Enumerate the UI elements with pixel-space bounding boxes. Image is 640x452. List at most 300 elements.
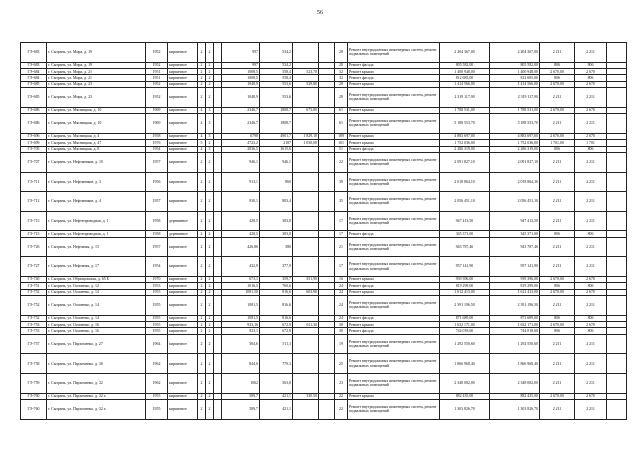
- work-type-cell: Ремонт внутридомовых инженерных систем, ремонт подвальных помещений: [348, 354, 440, 374]
- object-id-cell: ГЭ-715: [21, 211, 47, 231]
- total-cost-cell: 1 788 531,00: [490, 107, 540, 113]
- object-id-cell: ГЭ-752: [21, 289, 47, 295]
- max-unit-cost-cell: 806: [575, 315, 607, 321]
- living-area-cell: 4901,7: [260, 133, 293, 139]
- total-cost-cell: 871 689,00: [490, 315, 540, 321]
- empty-cell: [607, 192, 627, 212]
- object-id-cell: ГЭ-684: [21, 75, 47, 81]
- entrances-cell: 2: [206, 315, 214, 321]
- residents-cell: 28: [335, 62, 348, 68]
- entrances-cell: 5: [206, 133, 214, 139]
- table-row: [21, 257, 627, 277]
- living-area-cell: 2187: [260, 140, 293, 146]
- cost-cell: 871 689,00: [440, 315, 490, 321]
- cost-cell: 2 286 319,00: [440, 146, 490, 152]
- living-area-cell: 383,8: [260, 231, 293, 237]
- entrances-cell: 2: [206, 231, 214, 237]
- work-type-cell: Ремонт крыши: [348, 68, 440, 74]
- year-cell: 1958: [146, 211, 168, 231]
- unit-cost-cell: 2 211: [540, 373, 575, 393]
- wall-material-cell: кирпичное: [168, 107, 198, 113]
- empty-cell: [214, 43, 222, 63]
- floors-cell: 2: [198, 231, 206, 237]
- wall-material-cell: кирпичное: [168, 296, 198, 316]
- cost-cell: 2 056 451,10: [440, 192, 490, 212]
- unit-cost-cell: 2 211: [540, 237, 575, 257]
- floors-cell: 2: [198, 354, 206, 374]
- residents-cell: 16: [335, 276, 348, 282]
- living-area-cell: 816,6: [260, 315, 293, 321]
- floors-cell: 2: [198, 283, 206, 289]
- total-cost-cell: 1 292 550,60: [490, 334, 540, 354]
- work-type-cell: Ремонт внутридомовых инженерных систем, ремонт подвальных помещений: [348, 172, 440, 192]
- roof-area-cell: 523,70: [293, 68, 319, 74]
- object-id-cell: ГЭ-758: [21, 354, 47, 374]
- cost-cell: 2 348 082,00: [440, 373, 490, 393]
- object-id-cell: ГЭ-705: [21, 146, 47, 152]
- roof-area-cell: 1 829,10: [293, 133, 319, 139]
- wall-material-cell: кирпичное: [168, 399, 198, 419]
- entrances-cell: 2: [206, 172, 214, 192]
- address-cell: г. Сызрань, ул. Нефтепроводная, д. 1: [47, 211, 146, 231]
- total-cost-cell: 947 413,50: [490, 211, 540, 231]
- max-unit-cost-cell: 2 211: [575, 114, 607, 134]
- entrances-cell: 3: [206, 146, 214, 152]
- roof-area-cell: [293, 114, 319, 134]
- total-area-cell: 1008,5: [222, 75, 260, 81]
- address-cell: г. Сызрань, ул. Пархоменко, д. 30: [47, 354, 146, 374]
- floors-cell: 2: [198, 328, 206, 334]
- object-id-cell: ГЭ-699: [21, 140, 47, 146]
- floors-cell: 2: [198, 211, 206, 231]
- object-id-cell: ГЭ-707: [21, 152, 47, 172]
- total-area-cell: 428,5: [222, 211, 260, 231]
- total-cost-cell: 812 685,00: [490, 75, 540, 81]
- wall-material-cell: кирпичное: [168, 114, 198, 134]
- roof-area-cell: [293, 257, 319, 277]
- living-area-cell: 672,9: [260, 328, 293, 334]
- work-type-cell: Ремонт крыши: [348, 289, 440, 295]
- floors-cell: 2: [198, 289, 206, 295]
- max-unit-cost-cell: 2 211: [575, 43, 607, 63]
- entrances-cell: 2: [206, 322, 214, 328]
- total-area-cell: 2346,7: [222, 107, 260, 113]
- cost-cell: 2 018 864,10: [440, 172, 490, 192]
- max-unit-cost-cell: 2 211: [575, 88, 607, 108]
- total-cost-cell: 345 371,00: [490, 231, 540, 237]
- total-cost-cell: 5 188 553,70: [490, 114, 540, 134]
- object-id-cell: ГЭ-751: [21, 283, 47, 289]
- table-row: [21, 211, 627, 231]
- year-cell: 1958: [146, 231, 168, 237]
- max-unit-cost-cell: 2 211: [575, 172, 607, 192]
- total-area-cell: 1062: [222, 373, 260, 393]
- wall-material-cell: кирпичное: [168, 334, 198, 354]
- wall-material-cell: кирпичное: [168, 152, 198, 172]
- unit-cost-cell: 2 670,00: [540, 322, 575, 328]
- empty-cell: [319, 296, 335, 316]
- floors-cell: 2: [198, 399, 206, 419]
- address-cell: г. Сызрань, ул. Нефтяная, д. 15: [47, 237, 146, 257]
- floors-cell: 2: [198, 393, 206, 399]
- wall-material-cell: кирпичное: [168, 237, 198, 257]
- total-cost-cell: 939 396,00: [490, 276, 540, 282]
- max-unit-cost-cell: 2 670: [575, 289, 607, 295]
- residents-cell: 17: [335, 231, 348, 237]
- max-unit-cost-cell: 806: [575, 62, 607, 68]
- max-unit-cost-cell: 2 670: [575, 322, 607, 328]
- living-area-cell: 672,9: [260, 322, 293, 328]
- residents-cell: 32: [335, 75, 348, 81]
- total-area-cell: 2836,5: [222, 146, 260, 152]
- address-cell: г. Сызрань, ул. Осипенко, д. 16: [47, 322, 146, 328]
- roof-area-cell: [293, 237, 319, 257]
- residents-cell: 17: [335, 257, 348, 277]
- living-area-cell: 946,1: [260, 152, 293, 172]
- object-id-cell: ГЭ-685: [21, 81, 47, 87]
- max-unit-cost-cell: 2 211: [575, 354, 607, 374]
- cost-cell: 1 292 550,60: [440, 334, 490, 354]
- living-area-cell: 383,8: [260, 211, 293, 231]
- empty-cell: [607, 354, 627, 374]
- year-cell: 1969: [146, 114, 168, 134]
- cost-cell: 1 866 968,40: [440, 354, 490, 374]
- entrances-cell: 3: [206, 114, 214, 134]
- cost-cell: 947 413,50: [440, 211, 490, 231]
- residents-cell: 22: [335, 393, 348, 399]
- wall-material-cell: кирпичное: [168, 257, 198, 277]
- address-cell: г. Сызрань, ул. Мира, д. 23: [47, 81, 146, 87]
- unit-cost-cell: 2 670,00: [540, 81, 575, 87]
- object-id-cell: ГЭ-715: [21, 231, 47, 237]
- residents-cell: 101: [335, 140, 348, 146]
- max-unit-cost-cell: 2 211: [575, 211, 607, 231]
- entrances-cell: 2: [206, 399, 214, 419]
- work-type-cell: Ремонт внутридомовых инженерных систем, ремонт подвальных помещений: [348, 43, 440, 63]
- max-unit-cost-cell: 2 211: [575, 237, 607, 257]
- roof-area-cell: 611,30: [293, 322, 319, 328]
- living-area-cell: 1615,6: [260, 146, 293, 152]
- year-cell: 1976: [146, 140, 168, 146]
- address-cell: г. Сызрань, ул. Мира, д. 21: [47, 68, 146, 74]
- max-unit-cost-cell: 2 211: [575, 334, 607, 354]
- max-unit-cost-cell: 806: [575, 231, 607, 237]
- roof-area-cell: 603,90: [293, 289, 319, 295]
- total-cost-cell: 2 204 367,00: [490, 43, 540, 63]
- total-area-cell: 673,1: [222, 276, 260, 282]
- floors-cell: 4: [198, 146, 206, 152]
- entrances-cell: 2: [206, 296, 214, 316]
- unit-cost-cell: 2 211: [540, 399, 575, 419]
- floors-cell: 2: [198, 172, 206, 192]
- max-unit-cost-cell: 1 701: [575, 140, 607, 146]
- cost-cell: 1 752 036,00: [440, 140, 490, 146]
- year-cell: 1954: [146, 257, 168, 277]
- object-id-cell: ГЭ-686: [21, 107, 47, 113]
- year-cell: 1952: [146, 62, 168, 68]
- total-cost-cell: 2 286 319,00: [490, 146, 540, 152]
- entrances-cell: 2: [206, 257, 214, 277]
- work-type-cell: Ремонт фасада: [348, 283, 440, 289]
- empty-cell: [319, 114, 335, 134]
- object-id-cell: ГЭ-726: [21, 237, 47, 257]
- table-row: [21, 114, 627, 134]
- residents-cell: 30: [335, 328, 348, 334]
- max-unit-cost-cell: 2 670: [575, 68, 607, 74]
- work-type-cell: Ремонт внутридомовых инженерных систем, ремонт подвальных помещений: [348, 192, 440, 212]
- floors-cell: 2: [198, 237, 206, 257]
- year-cell: 1955: [146, 289, 168, 295]
- empty-cell: [607, 296, 627, 316]
- total-area-cell: 1081,5: [222, 315, 260, 321]
- floors-cell: 4: [198, 107, 206, 113]
- living-area-cell: 380: [260, 237, 293, 257]
- living-area-cell: 421,1: [260, 399, 293, 419]
- floors-cell: 2: [198, 373, 206, 393]
- work-type-cell: Ремонт фасада: [348, 62, 440, 68]
- object-id-cell: ГЭ-683: [21, 43, 47, 63]
- empty-cell: [319, 211, 335, 231]
- empty-cell: [607, 257, 627, 277]
- floors-cell: 2: [198, 88, 206, 108]
- year-cell: 1956: [146, 172, 168, 192]
- floors-cell: 2: [198, 322, 206, 328]
- total-cost-cell: 819 299,00: [490, 283, 540, 289]
- object-id-cell: ГЭ-711: [21, 172, 47, 192]
- floors-cell: 2: [198, 192, 206, 212]
- object-id-cell: ГЭ-686: [21, 114, 47, 134]
- wall-material-cell: кирпичное: [168, 81, 198, 87]
- roof-area-cell: 529,80: [293, 81, 319, 87]
- floors-cell: 2: [198, 257, 206, 277]
- empty-cell: [319, 334, 335, 354]
- entrances-cell: 2: [206, 354, 214, 374]
- living-area-cell: 553,6: [260, 88, 293, 108]
- entrances-cell: 2: [206, 334, 214, 354]
- total-area-cell: 844,6: [222, 354, 260, 374]
- object-id-cell: ГЭ-752: [21, 315, 47, 321]
- work-type-cell: Ремонт внутридомовых инженерных систем, ремонт подвальных помещений: [348, 296, 440, 316]
- address-cell: г. Сызрань, ул. Пархоменко, д. 27: [47, 334, 146, 354]
- living-area-cell: 359,7: [260, 276, 293, 282]
- wall-material-cell: кирпичное: [168, 146, 198, 152]
- living-area-cell: 553,6: [260, 81, 293, 87]
- roof-area-cell: [293, 152, 319, 172]
- total-cost-cell: 1 752 036,00: [490, 140, 540, 146]
- entrances-cell: 2: [206, 81, 214, 87]
- empty-cell: [319, 88, 335, 108]
- cost-cell: 2 319 117,90: [440, 88, 490, 108]
- unit-cost-cell: 806: [540, 283, 575, 289]
- unit-cost-cell: 2 211: [540, 296, 575, 316]
- year-cell: 1962: [146, 354, 168, 374]
- empty-cell: [607, 334, 627, 354]
- year-cell: 1957: [146, 237, 168, 257]
- wall-material-cell: кирпичное: [168, 172, 198, 192]
- total-area-cell: 923,16: [222, 322, 260, 328]
- address-cell: г. Сызрань, ул. Мясницкая, д. 4: [47, 133, 146, 139]
- wall-material-cell: кирпичное: [168, 354, 198, 374]
- empty-cell: [319, 152, 335, 172]
- object-id-cell: ГЭ-753: [21, 328, 47, 334]
- total-cost-cell: 2 091 827,10: [490, 152, 540, 172]
- living-area-cell: 1808,7: [260, 114, 293, 134]
- table-row: [21, 152, 627, 172]
- work-type-cell: Ремонт внутридомовых инженерных систем, ремонт подвальных помещений: [348, 211, 440, 231]
- residents-cell: 61: [335, 114, 348, 134]
- work-type-cell: Ремонт фасада: [348, 231, 440, 237]
- cost-cell: 943 787,46: [440, 237, 490, 257]
- table-row: [21, 334, 627, 354]
- wall-material-cell: кирпичное: [168, 62, 198, 68]
- roof-area-cell: [293, 354, 319, 374]
- total-cost-cell: 2 348 082,00: [490, 373, 540, 393]
- table-row: [21, 399, 627, 419]
- year-cell: 1955: [146, 399, 168, 419]
- cost-cell: 1 788 531,00: [440, 107, 490, 113]
- residents-cell: 24: [335, 283, 348, 289]
- residents-cell: 51: [335, 146, 348, 152]
- floors-cell: 4: [198, 133, 206, 139]
- year-cell: 1955: [146, 393, 168, 399]
- address-cell: г. Сызрань, ул. Осипенко, д. 14: [47, 315, 146, 321]
- wall-material-cell: кирпичное: [168, 43, 198, 63]
- max-unit-cost-cell: 806: [575, 146, 607, 152]
- total-area-cell: 1016,5: [222, 283, 260, 289]
- work-type-cell: Ремонт внутридомовых инженерных систем, ремонт подвальных помещений: [348, 114, 440, 134]
- object-id-cell: ГЭ-760: [21, 399, 47, 419]
- page-number: 56: [317, 10, 323, 16]
- empty-cell: [319, 43, 335, 63]
- entrances-cell: 2: [206, 152, 214, 172]
- table-body: [21, 43, 627, 420]
- cost-cell: 345 371,00: [440, 231, 490, 237]
- residents-cell: 19: [335, 334, 348, 354]
- wall-material-cell: кирпичное: [168, 276, 198, 282]
- unit-cost-cell: 2 670,00: [540, 289, 575, 295]
- empty-cell: [607, 152, 627, 172]
- floors-cell: 2: [198, 315, 206, 321]
- entrances-cell: 2: [206, 62, 214, 68]
- work-type-cell: Ремонт крыши: [348, 276, 440, 282]
- object-id-cell: ГЭ-683: [21, 62, 47, 68]
- table-row: [21, 373, 627, 393]
- wall-material-cell: кирпичное: [168, 289, 198, 295]
- work-type-cell: Ремонт внутридомовых инженерных систем, ремонт подвальных помещений: [348, 257, 440, 277]
- unit-cost-cell: 2 211: [540, 114, 575, 134]
- max-unit-cost-cell: 2 670: [575, 81, 607, 87]
- year-cell: 1951: [146, 75, 168, 81]
- unit-cost-cell: 2 670,00: [540, 276, 575, 282]
- address-cell: г. Сызрань, ул. Пархоменко, д. 32: [47, 373, 146, 393]
- roof-area-cell: [293, 296, 319, 316]
- empty-cell: [319, 257, 335, 277]
- address-cell: г. Сызрань, ул. Мясницкая, д. 10: [47, 107, 146, 113]
- empty-cell: [319, 172, 335, 192]
- entrances-cell: 2: [206, 88, 214, 108]
- unit-cost-cell: 806: [540, 328, 575, 334]
- max-unit-cost-cell: 2 670: [575, 276, 607, 282]
- work-type-cell: Ремонт фасада: [348, 315, 440, 321]
- empty-cell: [214, 373, 222, 393]
- roof-area-cell: [293, 192, 319, 212]
- address-cell: г. Сызрань, ул. Осипенко, д. 14: [47, 289, 146, 295]
- roof-area-cell: 351,90: [293, 276, 319, 282]
- total-cost-cell: 2 319 117,90: [490, 88, 540, 108]
- roof-area-cell: 330,50: [293, 393, 319, 399]
- year-cell: 1962: [146, 373, 168, 393]
- residents-cell: 25: [335, 354, 348, 374]
- empty-cell: [607, 399, 627, 419]
- roof-area-cell: 1 030,00: [293, 140, 319, 146]
- total-area-cell: 584,6: [222, 334, 260, 354]
- year-cell: 1955: [146, 315, 168, 321]
- year-cell: 1951: [146, 68, 168, 74]
- year-cell: 1955: [146, 328, 168, 334]
- max-unit-cost-cell: 2 211: [575, 152, 607, 172]
- living-area-cell: 421,1: [260, 393, 293, 399]
- address-cell: г. Сызрань, ул. Мясницкая, д. 8: [47, 146, 146, 152]
- total-cost-cell: 2 018 864,10: [490, 172, 540, 192]
- address-cell: г. Сызрань, ул. Мира, д. 21: [47, 75, 146, 81]
- unit-cost-cell: 2 670,00: [540, 107, 575, 113]
- residents-cell: 22: [335, 399, 348, 419]
- floors-cell: 2: [198, 43, 206, 63]
- address-cell: г. Сызрань, ул. Мира, д. 23: [47, 88, 146, 108]
- total-area-cell: 432,9: [222, 257, 260, 277]
- object-id-cell: ГЭ-696: [21, 133, 47, 139]
- entrances-cell: 2: [206, 192, 214, 212]
- residents-cell: 28: [335, 81, 348, 87]
- entrances-cell: 2: [206, 373, 214, 393]
- empty-cell: [607, 114, 627, 134]
- living-area-cell: 860: [260, 172, 293, 192]
- total-area-cell: 1008,5: [222, 68, 260, 74]
- work-type-cell: Ремонт фасада: [348, 75, 440, 81]
- empty-cell: [214, 296, 222, 316]
- address-cell: г. Сызрань, ул. Нефтяников, д. 4: [47, 192, 146, 212]
- unit-cost-cell: 806: [540, 62, 575, 68]
- wall-material-cell: кирпичное: [168, 75, 198, 81]
- empty-cell: [607, 211, 627, 231]
- empty-cell: [319, 373, 335, 393]
- total-cost-cell: 2 056 451,10: [490, 192, 540, 212]
- object-id-cell: ГЭ-760: [21, 393, 47, 399]
- total-cost-cell: 1 400 948,00: [490, 68, 540, 74]
- wall-material-cell: кирпичное: [168, 140, 198, 146]
- year-cell: 1952: [146, 88, 168, 108]
- wall-material-cell: деревянное: [168, 231, 198, 237]
- total-area-cell: 1048,9: [222, 88, 260, 108]
- empty-cell: [607, 88, 627, 108]
- unit-cost-cell: 2 211: [540, 88, 575, 108]
- unit-cost-cell: 2 670,00: [540, 68, 575, 74]
- year-cell: 1958: [146, 133, 168, 139]
- floors-cell: 2: [198, 68, 206, 74]
- wall-material-cell: кирпичное: [168, 393, 198, 399]
- entrances-cell: 2: [206, 237, 214, 257]
- entrances-cell: 2: [206, 68, 214, 74]
- residents-cell: 24: [335, 296, 348, 316]
- unit-cost-cell: 806: [540, 75, 575, 81]
- year-cell: 1957: [146, 152, 168, 172]
- table-row: [21, 88, 627, 108]
- living-area-cell: 377,9: [260, 257, 293, 277]
- total-area-cell: 6798: [222, 133, 260, 139]
- max-unit-cost-cell: 2 211: [575, 373, 607, 393]
- year-cell: 1957: [146, 192, 168, 212]
- address-cell: г. Сызрань, ул. Пархоменко, д. 32 а: [47, 393, 146, 399]
